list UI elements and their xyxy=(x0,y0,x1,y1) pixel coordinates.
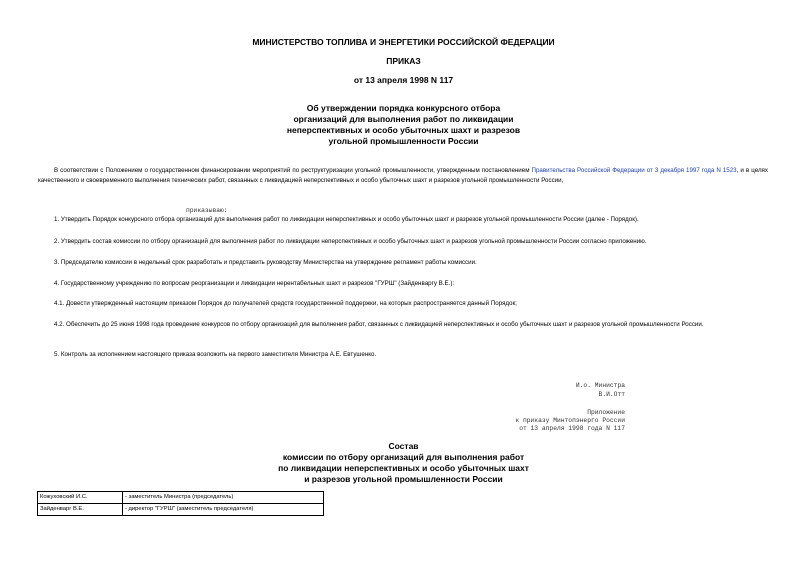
appendix-order-ref: к приказу Минтопэнерго России xyxy=(515,417,625,424)
member-role: - директор "ГУРШ" (заместитель председателя) xyxy=(123,504,324,516)
doc-date-number: от 13 апреля 1998 N 117 xyxy=(353,75,454,85)
preamble-text-end: , и в целях качественного и своевременного выполнения технических работ, связанных с ликвидацией неперспективных и особо убыточных шахт и разрезов угольной промышленности России, xyxy=(38,167,769,184)
table-row xyxy=(38,504,324,516)
preamble-paragraph xyxy=(38,166,768,186)
appendix-label: Приложение xyxy=(587,409,625,416)
preamble-text-start: В соответствии с Положением о государственном финансировании мероприятий по реструктуризации угольной промышленности, утвержденным постановлением xyxy=(54,167,532,174)
member-name: Зайденварг В.Е. xyxy=(38,504,123,516)
appendix-title xyxy=(0,441,807,485)
table-row xyxy=(38,492,324,504)
signature-role: И.о. Министра xyxy=(575,382,625,389)
order-word: приказываю: xyxy=(186,207,228,214)
title-line: организаций для выполнения работ по ликвидации xyxy=(293,114,514,124)
order-item-4-2: 4.2. Обеспечить до 25 июня 1998 года проведение конкурсов по отбору организаций для выполнения работ, связанных с ликвидацией неперспективных и особо убыточных шахт и разрезов угольной промышленности России. xyxy=(54,321,704,328)
ministry-heading: МИНИСТЕРСТВО ТОПЛИВА И ЭНЕРГЕТИКИ РОССИЙСКОЙ ФЕДЕРАЦИИ xyxy=(252,37,555,47)
signature-name: В.И.Отт xyxy=(598,391,625,398)
appendix-title-line: и разрезов угольной промышленности России xyxy=(304,474,503,484)
title-line: угольной промышленности России xyxy=(328,136,479,146)
commission-members-table xyxy=(37,491,324,516)
appendix-title-line: комиссии по отбору организаций для выполнения работ xyxy=(282,452,525,462)
order-item-1: 1. Утвердить Порядок конкурсного отбора организаций для выполнения работ по ликвидации неперспективных и особо убыточных шахт и разрезов угольной промышленности России (далее - Порядок). xyxy=(54,216,639,223)
title-line: неперспективных и особо убыточных шахт и разрезов xyxy=(286,125,521,135)
member-role: - заместитель Министра (председатель) xyxy=(123,492,324,504)
order-item-4-1: 4.1. Довести утвержденный настоящим приказом Порядок до получателей средств государственной поддержки, на которых распространяется данный Порядок; xyxy=(54,300,517,307)
appendix-date-ref: от 13 апреля 1998 года N 117 xyxy=(519,425,625,432)
order-item-4: 4. Государственному учреждению по вопросам реорганизации и ликвидации нерентабельных шахт и разрезов "ГУРШ" (Зайденваргу В.Е.): xyxy=(54,280,455,287)
appendix-title-line: по ликвидации неперспективных и особо убыточных шахт xyxy=(278,463,529,473)
title-line: Об утверждении порядка конкурсного отбора xyxy=(306,103,501,113)
appendix-title-line: Состав xyxy=(388,441,419,451)
government-decree-link[interactable]: Правительства Российской Федерации от 3 декабря 1997 года N 1523 xyxy=(531,167,737,174)
document-title xyxy=(0,103,807,147)
member-name: Кожуховский И.С. xyxy=(38,492,123,504)
order-item-3: 3. Председателю комиссии в недельный срок разработать и представить руководству Министерства на утверждение регламент работы комиссии. xyxy=(54,259,477,266)
order-item-5: 5. Контроль за исполнением настоящего приказа возложить на первого заместителя Министра А.Е. Евтушенко. xyxy=(54,351,377,358)
doc-type-heading: ПРИКАЗ xyxy=(386,56,421,66)
order-item-2: 2. Утвердить состав комиссии по отбору организаций для выполнения работ по ликвидации неперспективных и особо убыточных шахт и разрезов угольной промышленности России согласно приложению. xyxy=(54,238,647,245)
